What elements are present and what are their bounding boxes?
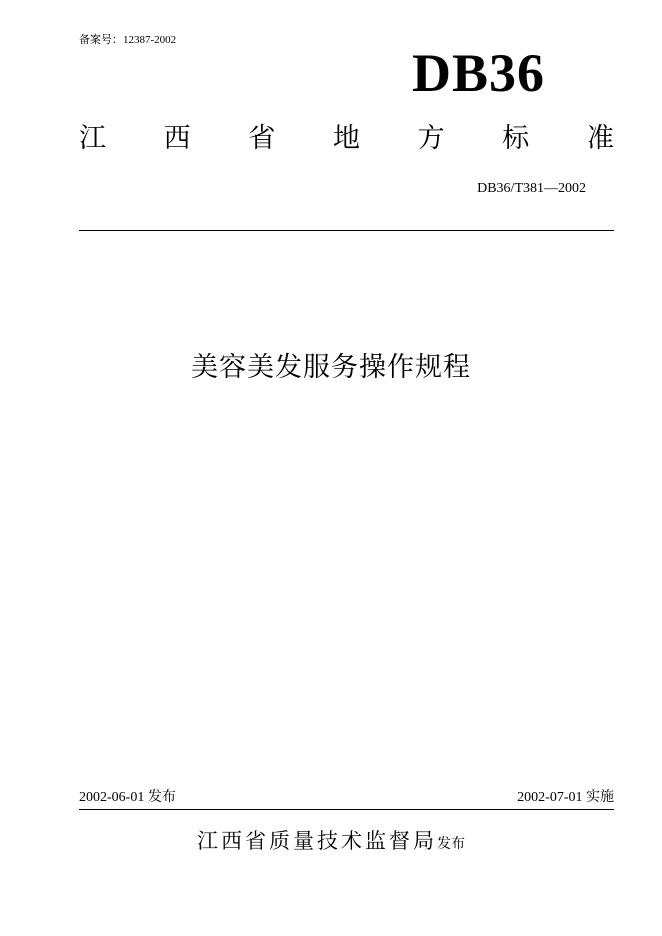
filing-number: 备案号：12387-2002 xyxy=(79,34,177,46)
publisher-line xyxy=(0,826,662,859)
standard-type-heading xyxy=(79,122,614,156)
standard-code-mark: DB36 xyxy=(412,43,546,103)
document-title: 美容美发服务操作规程 xyxy=(191,352,471,383)
header-divider xyxy=(79,230,614,231)
standard-type-char: 准 xyxy=(586,123,614,154)
issue-date: 2002-06-01 发布 xyxy=(79,790,176,805)
standard-type-char: 标 xyxy=(502,123,530,154)
footer-divider xyxy=(79,809,614,810)
standard-type-char: 地 xyxy=(332,123,360,154)
standard-type-char: 省 xyxy=(248,123,276,154)
publisher-name: 江西省质量技术监督局 xyxy=(197,829,437,853)
standard-type-char: 江 xyxy=(79,123,106,154)
implementation-date: 2002-07-01 实施 xyxy=(517,790,614,805)
publisher-suffix: 发布 xyxy=(437,836,465,852)
standard-type-char: 方 xyxy=(417,123,445,154)
standard-number: DB36/T381—2002 xyxy=(477,181,586,196)
standard-type-char: 西 xyxy=(163,123,191,154)
